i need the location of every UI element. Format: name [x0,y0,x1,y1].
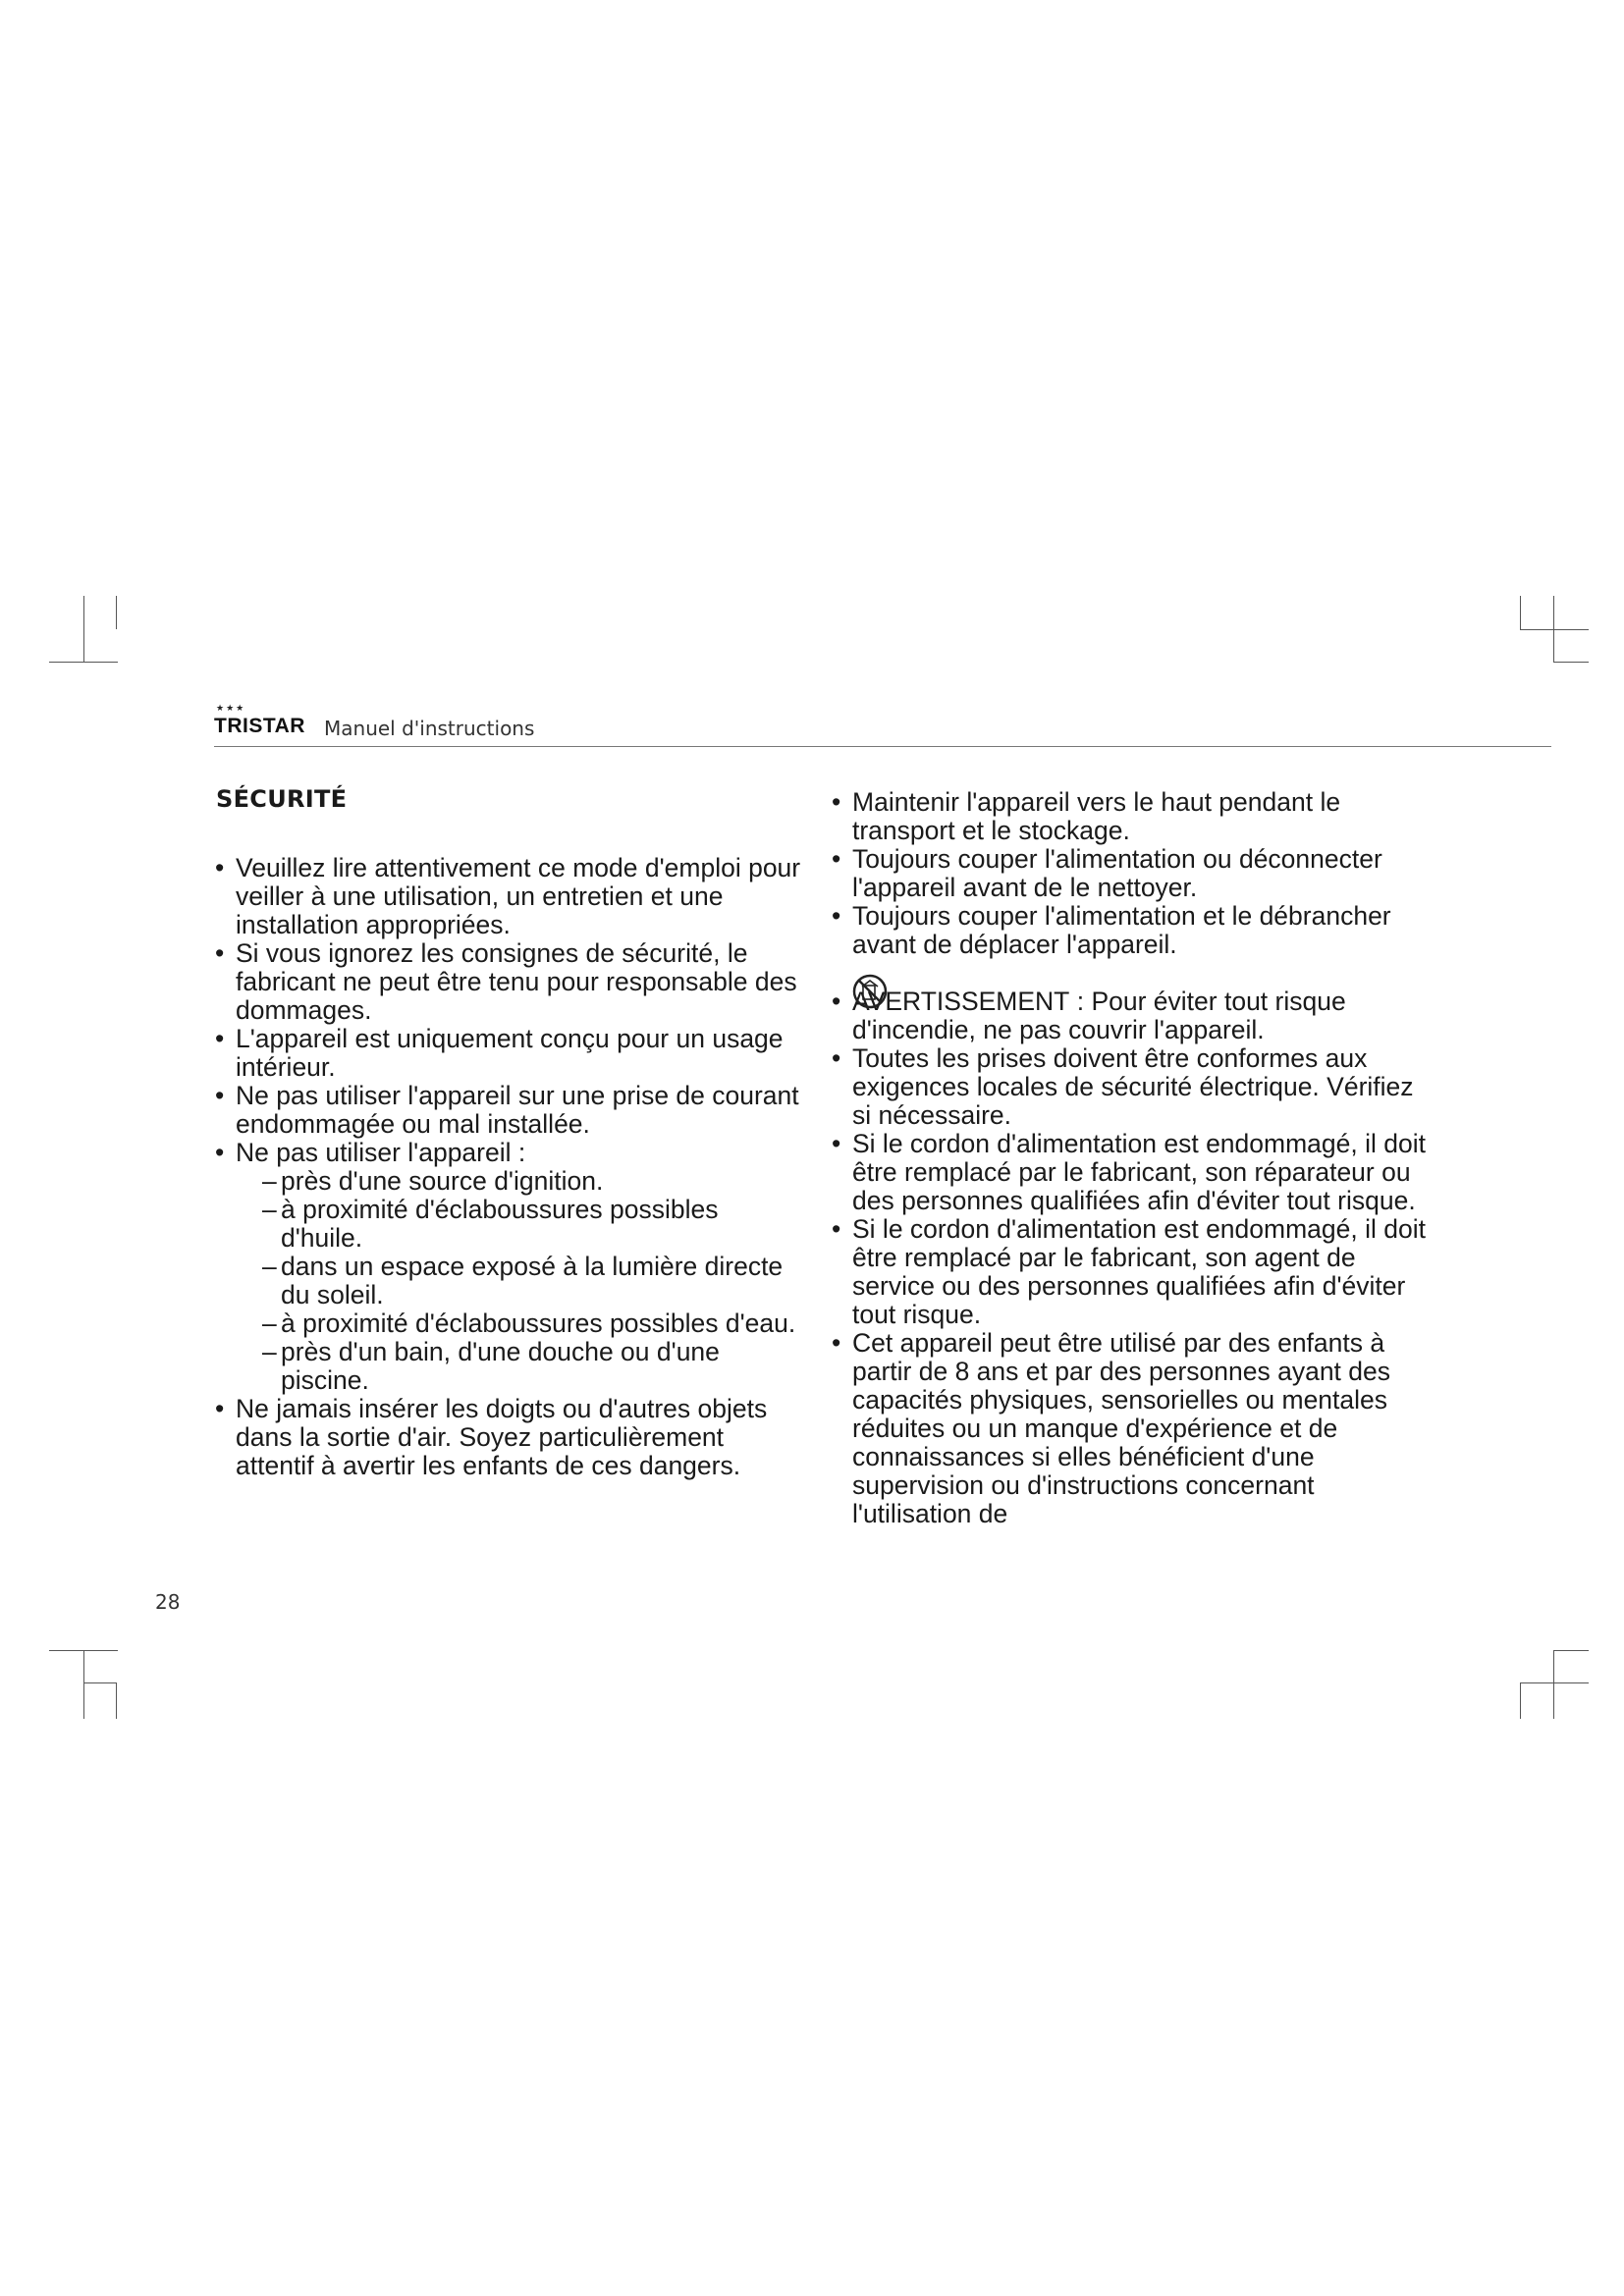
list-item: • Si le cordon d'alimentation est endommagé, il doit être remplacé par le fabricant, son réparateur ou des personnes qualifiées afin d'éviter tout risque. [831,1130,1430,1215]
list-item: • Cet appareil peut être utilisé par des enfants à partir de 8 ans et par des personnes ayant des capacités physiques, sensorielles ou mentales réduites ou un manque d'expérience et de connaissances si elles bénéficient d'une supervision ou d'instructions concernant l'utilisation de [831,1329,1430,1528]
warning-text: : Pour éviter tout risque d'incendie, ne pas couvrir l'appareil. [852,987,1346,1044]
sub-list-item: – à proximité d'éclaboussures possibles d'huile. [255,1196,803,1253]
safety-list [214,854,803,1480]
sub-list-item: – dans un espace exposé à la lumière directe du soleil. [255,1253,803,1309]
list-item-text: Ne pas utiliser l'appareil : [236,1138,526,1167]
warning-label-wrap [852,988,1069,1016]
crop-mark [83,1650,84,1719]
list-item: • L'appareil est uniquement conçu pour un usage intérieur. [214,1025,803,1082]
page-number: 28 [155,1590,181,1614]
crop-mark [83,1682,116,1683]
crop-mark [83,596,84,662]
right-column [831,788,1430,1528]
list-item: • Toujours couper l'alimentation et le débrancher avant de déplacer l'appareil. [831,902,1430,959]
crop-mark [1553,1650,1589,1651]
document-subtitle: Manuel d'instructions [324,717,535,740]
brand-name: TRISTAR [214,715,305,737]
crop-mark [1553,596,1554,662]
sub-list-item: – à proximité d'éclaboussures possibles d'eau. [255,1309,803,1338]
list-item: • Toutes les prises doivent être conformes aux exigences locales de sécurité électrique. Vérifiez si nécessaire. [831,1044,1430,1130]
list-item: • Ne pas utiliser l'appareil sur une prise de courant endommagée ou mal installée. [214,1082,803,1139]
sub-list [236,1167,803,1395]
crop-mark [1553,1650,1554,1719]
left-column [214,785,803,1480]
list-item: • Si le cordon d'alimentation est endommagé, il doit être remplacé par le fabricant, son agent de service ou des personnes qualifiées afin d'éviter tout risque. [831,1215,1430,1329]
crop-mark [1520,596,1521,629]
page-header [214,703,1549,750]
crop-mark [116,596,117,629]
list-item: • Toujours couper l'alimentation ou déconnecter l'appareil avant de le nettoyer. [831,845,1430,902]
crop-mark [1520,1682,1589,1683]
list-item: • Si vous ignorez les consignes de sécurité, le fabricant ne peut être tenu pour responsable des dommages. [214,939,803,1025]
list-item [214,1139,803,1395]
crop-mark [116,1682,117,1719]
list-item: • Veuillez lire attentivement ce mode d'emploi pour veiller à une utilisation, un entretien et une installation appropriées. [214,854,803,939]
warning-item [831,988,1430,1044]
crop-mark [1553,662,1589,663]
sub-list-item: – près d'une source d'ignition. [255,1167,803,1196]
brand-stars: ★★★ [216,703,246,713]
list-item: • Ne jamais insérer les doigts ou d'autres objets dans la sortie d'air. Soyez particulièrement attentif à avertir les enfants de ces dangers. [214,1395,803,1480]
safety-list-continued [831,788,1430,1528]
section-heading: SÉCURITÉ [216,785,348,813]
crop-mark [1520,1682,1521,1719]
do-not-cover-icon [852,974,888,1009]
sub-list-item: – près d'un bain, d'une douche ou d'une piscine. [255,1338,803,1395]
crop-mark [1520,629,1589,630]
header-divider [214,746,1551,747]
list-item: • Maintenir l'appareil vers le haut pendant le transport et le stockage. [831,788,1430,845]
crop-mark [49,662,118,663]
warning-label: AVERTISSEMENT [852,987,1070,1016]
